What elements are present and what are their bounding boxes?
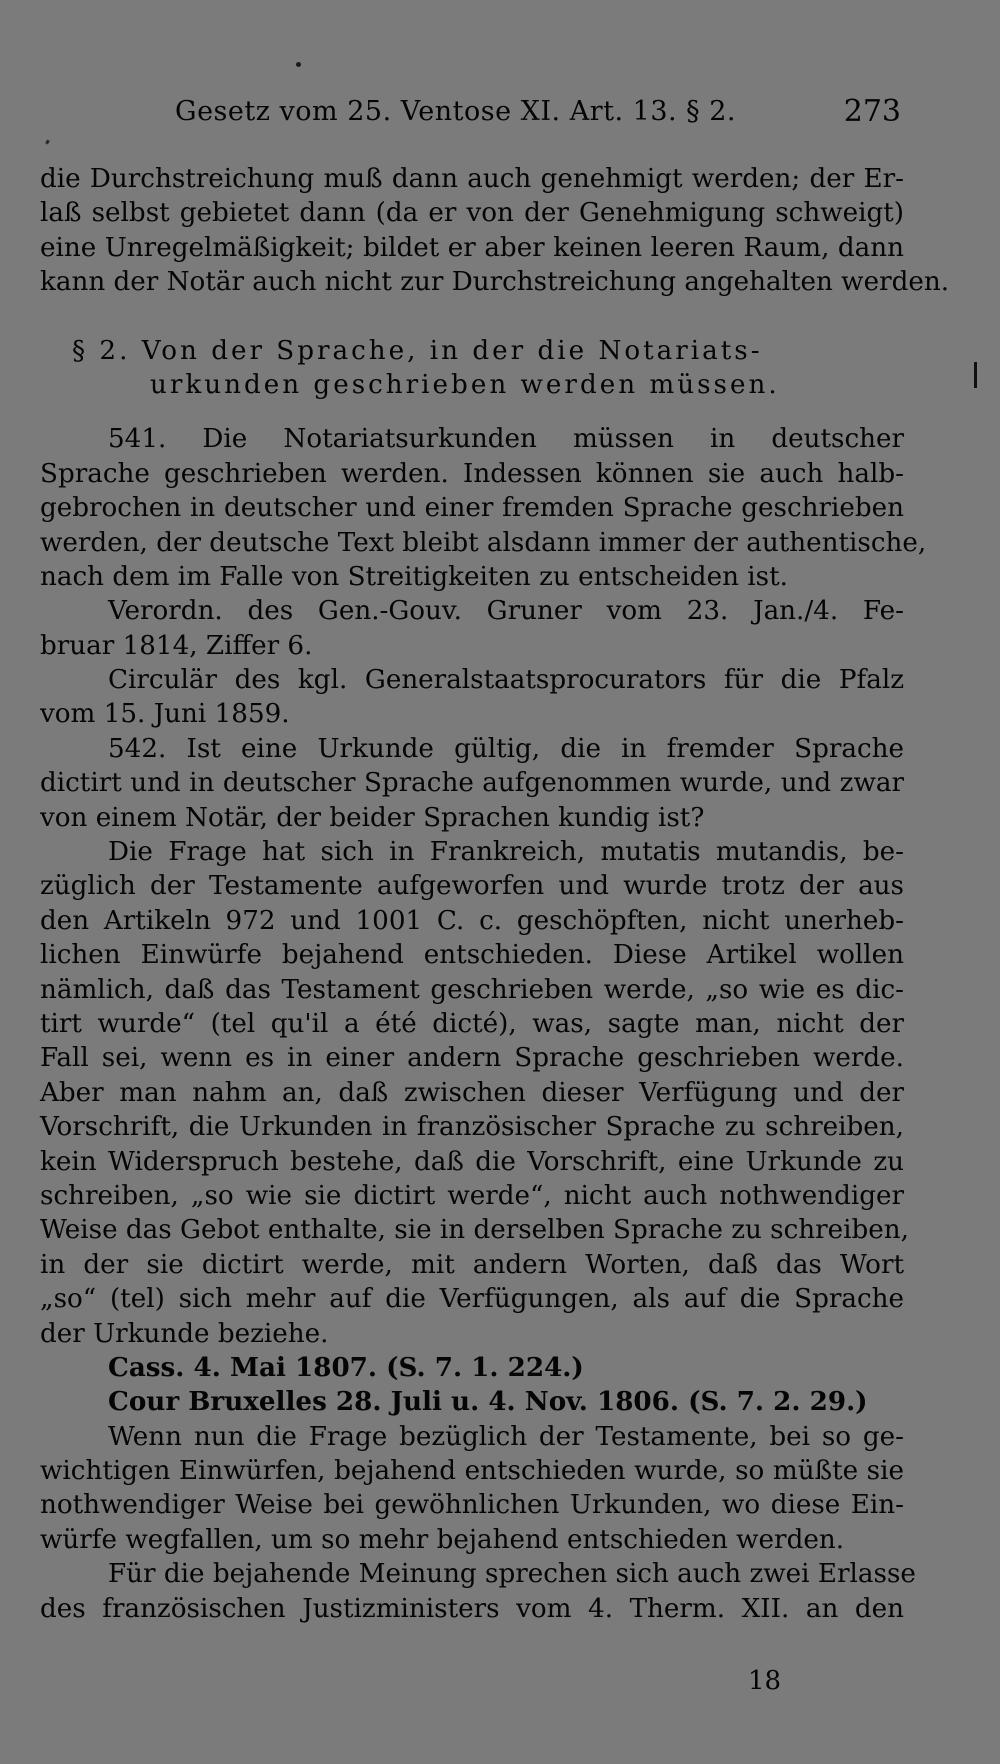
paragraph-line: Aber man nahm an, daß zwischen dieser Verfügung und der xyxy=(40,1077,904,1108)
margin-mark xyxy=(974,362,977,388)
paragraph-line: Weise das Gebot enthalte, sie in derselben Sprache zu schreiben, xyxy=(40,1215,909,1246)
citation-cass: Cass. 4. Mai 1807. (S. 7. 1. 224.) xyxy=(108,1351,584,1383)
paragraph-541-line: Sprache geschrieben werden. Indessen können sie auch halb- xyxy=(40,458,904,489)
text-line: laß selbst gebietet dann (da er von der Genehmigung schweigt) xyxy=(40,198,904,229)
paragraph-line: nothwendiger Weise bei gewöhnlichen Urkunden, wo diese Ein- xyxy=(40,1490,904,1521)
paragraph-542-line: 542. Ist eine Urkunde gültig, die in fremder Sprache xyxy=(108,733,904,764)
section-heading-cont: urkunden geschrieben werden müssen. xyxy=(150,369,780,400)
paragraph-line: Wenn nun die Frage bezüglich der Testamente, bei so ge- xyxy=(108,1421,904,1452)
paragraph-line: Vorschrift, die Urkunden in französischer Sprache zu schreiben, xyxy=(40,1112,904,1143)
reference-line: Circulär des kgl. Generalstaatsprocurators für die Pfalz xyxy=(108,665,904,696)
paragraph-line: in der sie dictirt werde, mit andern Worten, daß das Wort xyxy=(40,1249,904,1280)
paragraph-542-line: dictirt und in deutscher Sprache aufgenommen wurde, und zwar xyxy=(40,768,904,799)
paragraph-line: lichen Einwürfe bejahend entschieden. Diese Artikel wollen xyxy=(40,940,904,971)
paragraph-line: nämlich, daß das Testament geschrieben werde, „so wie es dic- xyxy=(40,974,904,1005)
paragraph-line: tirt wurde“ (tel qu'il a été dicté), was, sagte man, nicht der xyxy=(40,1008,904,1039)
running-header xyxy=(175,92,905,132)
paragraph-line: wichtigen Einwürfen, bejahend entschieden wurde, so müßte sie xyxy=(40,1456,904,1487)
section-heading: § 2. Von der Sprache, in der die Notariats- xyxy=(72,335,763,366)
paragraph-line: des französischen Justizministers vom 4. Therm. XII. an den xyxy=(40,1593,904,1624)
paragraph-541-line: werden, der deutsche Text bleibt alsdann immer der authentische, xyxy=(40,527,927,558)
paragraph-541-line: nach dem im Falle von Streitigkeiten zu entscheiden ist. xyxy=(40,561,788,592)
paragraph-line: den Artikeln 972 und 1001 C. c. geschöpften, nicht unerheb- xyxy=(40,905,904,936)
paragraph-line: würfe wegfallen, um so mehr bejahend entschieden werden. xyxy=(40,1524,845,1555)
paragraph-542-line: von einem Notär, der beider Sprachen kundig ist? xyxy=(40,802,705,833)
page-number: 273 xyxy=(843,94,901,129)
paragraph-line: „so“ (tel) sich mehr auf die Verfügungen, als auf die Sprache xyxy=(40,1284,904,1315)
running-title: Gesetz vom 25. Ventose XI. Art. 13. § 2. xyxy=(175,96,737,127)
reference-line: bruar 1814, Ziffer 6. xyxy=(40,630,313,661)
paragraph-line: schreiben, „so wie sie dictirt werde“, nicht auch nothwendiger xyxy=(40,1180,904,1211)
paragraph-541-line: 541. Die Notariatsurkunden müssen in deutscher xyxy=(108,424,904,455)
ink-speck xyxy=(45,140,50,145)
ink-dot xyxy=(296,62,301,67)
paragraph-541-line: gebrochen in deutscher und einer fremden Sprache geschrieben xyxy=(40,493,904,524)
text-line: eine Unregelmäßigkeit; bildet er aber keinen leeren Raum, dann xyxy=(40,232,904,263)
text-line: kann der Notär auch nicht zur Durchstreichung angehalten werden. xyxy=(40,267,950,298)
reference-line: vom 15. Juni 1859. xyxy=(40,699,290,730)
text-line: die Durchstreichung muß dann auch genehmigt werden; der Er- xyxy=(40,164,904,194)
paragraph-line: Für die bejahende Meinung sprechen sich auch zwei Erlasse xyxy=(108,1559,916,1590)
body-text xyxy=(40,162,950,1626)
citation-cour: Cour Bruxelles 28. Juli u. 4. Nov. 1806. (S. 7. 2. 29.) xyxy=(108,1386,868,1418)
paragraph-line: der Urkunde beziehe. xyxy=(40,1318,329,1349)
paragraph-line: züglich der Testamente aufgeworfen und wurde trotz der aus xyxy=(40,871,904,902)
reference-line: Verordn. des Gen.-Gouv. Gruner vom 23. Jan./4. Fe- xyxy=(108,596,904,627)
paragraph-line: Die Frage hat sich in Frankreich, mutatis mutandis, be- xyxy=(108,837,904,868)
signature-mark: 18 xyxy=(748,1666,782,1696)
paragraph-line: Fall sei, wenn es in einer andern Sprache geschrieben werde. xyxy=(40,1043,904,1074)
paragraph-line: kein Widerspruch bestehe, daß die Vorschrift, eine Urkunde zu xyxy=(40,1146,904,1177)
